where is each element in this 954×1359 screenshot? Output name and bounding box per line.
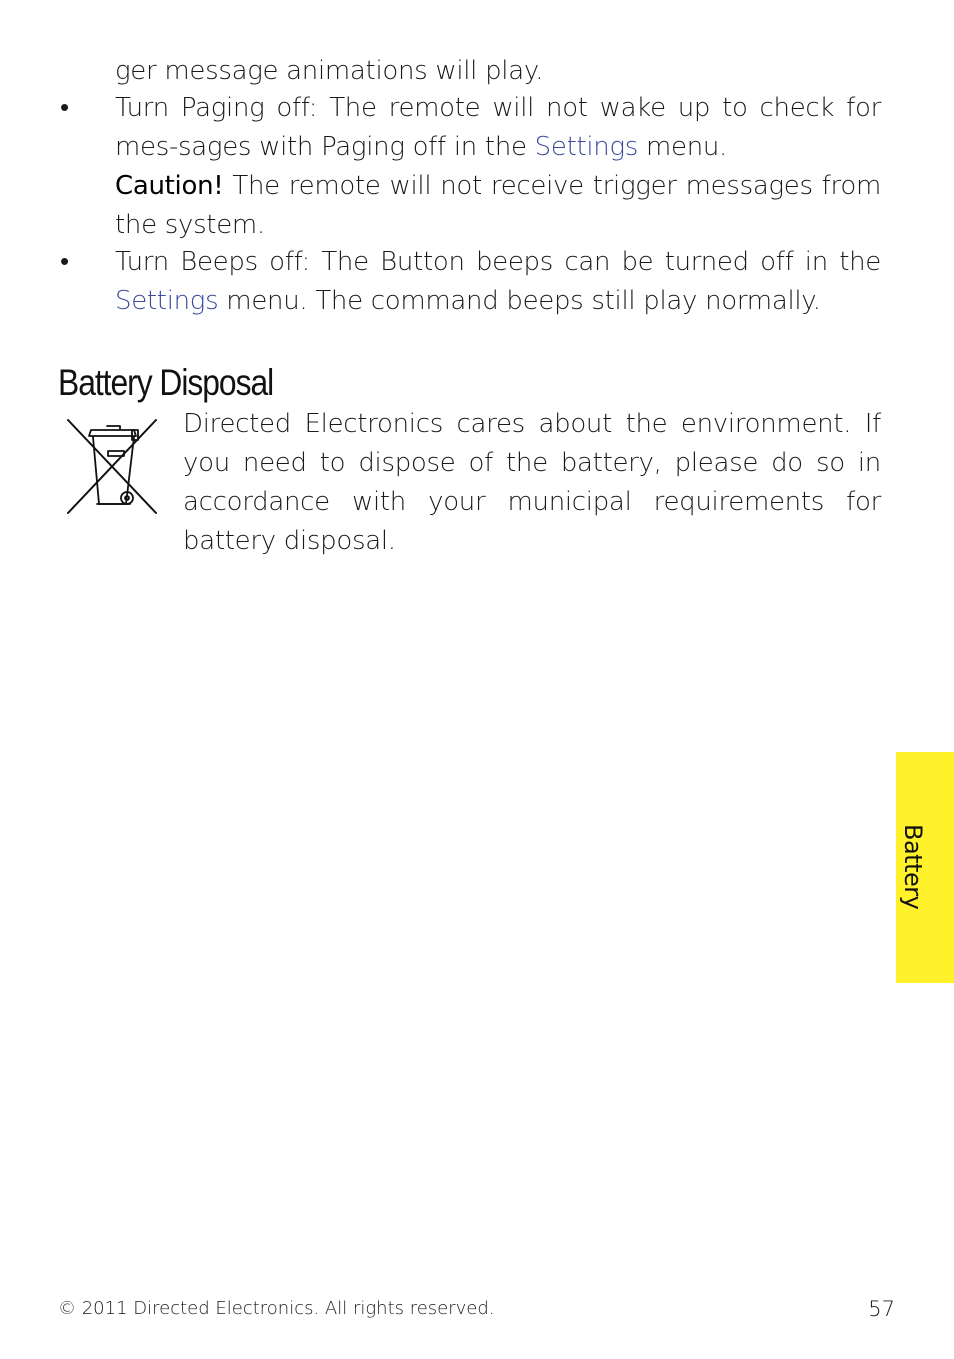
crossed-out-wheelie-bin-icon xyxy=(64,416,160,516)
disposal-paragraph: Directed Electronics cares about the environment. If you need to dispose of the battery, please do so in accordance with your municipal requirements for battery disposal. xyxy=(183,409,881,556)
bullet-dot: • xyxy=(60,93,69,123)
settings-link[interactable]: Settings xyxy=(115,286,219,316)
bullet-item-beeps xyxy=(60,243,881,321)
section-heading: Battery Disposal xyxy=(58,362,274,403)
page-number: 57 xyxy=(868,1297,895,1321)
paging-intro: Turn Paging off: The remote will not wake up to check for mes-sages with Paging off in the xyxy=(115,93,881,162)
caution-text: The remote will not receive trigger messages from the system. xyxy=(115,171,881,240)
settings-link[interactable]: Settings xyxy=(534,132,639,162)
beeps-intro: Turn Beeps off: The Button beeps can be turned off in the xyxy=(115,247,881,277)
bullet-dot: • xyxy=(60,247,69,277)
side-tab-label: Battery xyxy=(899,824,927,910)
caution-label: Caution! xyxy=(115,171,224,201)
beeps-outro: menu. The command beeps still play normally. xyxy=(218,286,821,316)
paging-outro: menu. xyxy=(638,132,728,162)
continuation-paragraph xyxy=(115,52,881,91)
continuation-text: ger message animations will play. xyxy=(115,56,544,86)
side-tab-battery xyxy=(896,752,954,983)
footer-copyright: © 2011 Directed Electronics. All rights reserved. xyxy=(58,1298,495,1319)
bullet-item-paging xyxy=(60,89,881,245)
